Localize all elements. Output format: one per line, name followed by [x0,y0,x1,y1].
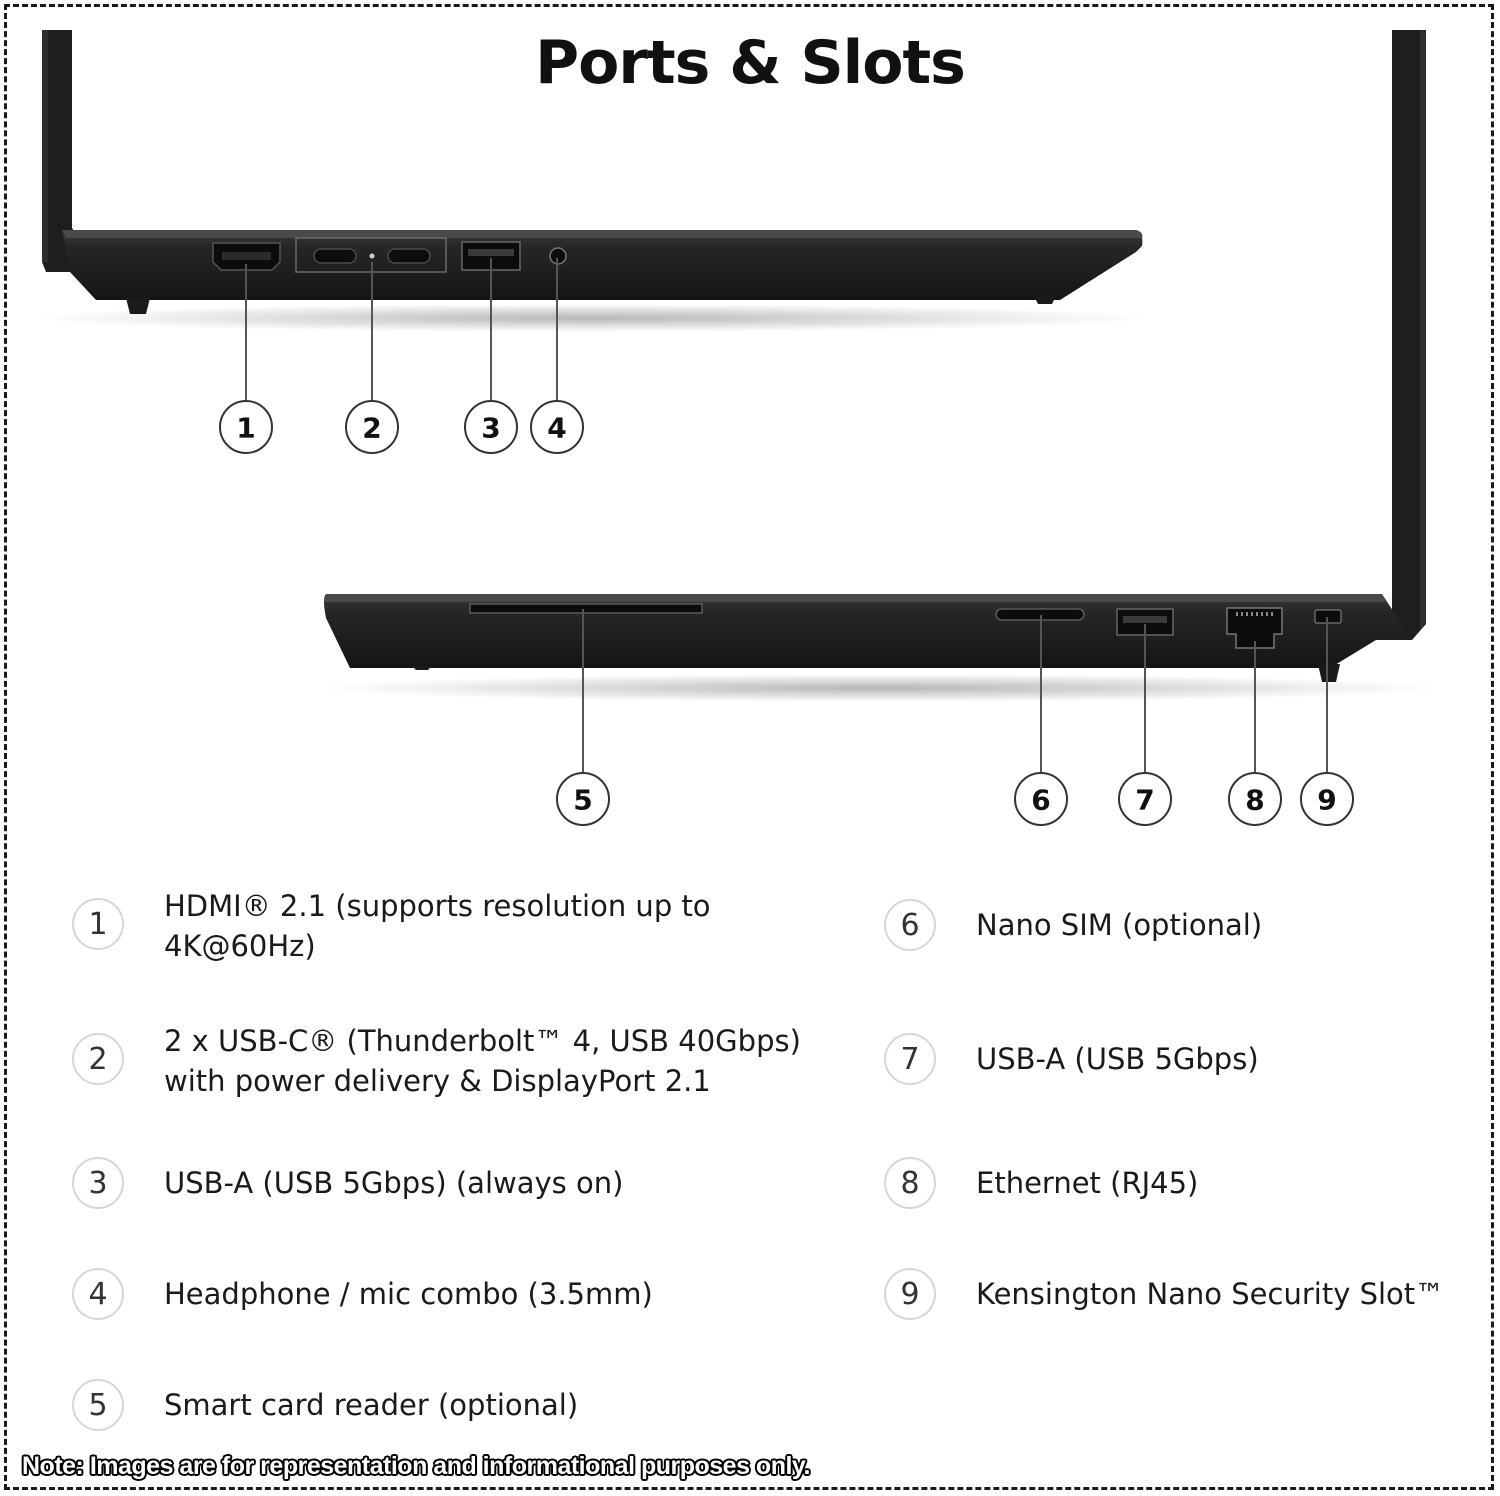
legend-text-8: Ethernet (RJ45) [976,1166,1199,1200]
callout-6-label: 6 [1031,783,1051,817]
callout-9 [1301,773,1353,825]
callout-8-label: 8 [1245,783,1265,817]
legend-number-9: 9 [884,1268,936,1320]
callout-7-label: 7 [1135,783,1155,817]
legend-number-7: 7 [884,1033,936,1085]
legend-text-1: HDMI® 2.1 (supports resolution up to 4K@60Hz) [164,889,711,963]
callout-4 [531,401,583,453]
legend-text-3: USB-A (USB 5Gbps) (always on) [164,1166,624,1200]
legend-number-4: 4 [72,1268,124,1320]
callout-7 [1119,773,1171,825]
callout-9-label: 9 [1317,783,1337,817]
callout-6 [1015,773,1067,825]
legend-number-2: 2 [72,1033,124,1085]
legend-text-2: 2 x USB-C® (Thunderbolt™ 4, USB 40Gbps) with power delivery & DisplayPort 2.1 [164,1024,801,1098]
legend-text-4: Headphone / mic combo (3.5mm) [164,1277,653,1311]
callout-8 [1229,773,1281,825]
laptop-left-side [30,30,1150,332]
legend-text-7: USB-A (USB 5Gbps) [976,1042,1259,1076]
legend-number-3: 3 [72,1157,124,1209]
legend-text-6: Nano SIM (optional) [976,908,1263,942]
legend-number-1: 1 [72,898,124,950]
callout-5 [557,773,609,825]
callout-1-label: 1 [236,411,256,445]
legend-number-6: 6 [884,899,936,951]
callout-3-label: 3 [481,411,501,445]
callout-2-label: 2 [362,411,382,445]
callout-3 [465,401,517,453]
legend-number-8: 8 [884,1157,936,1209]
laptop-right-side [320,30,1440,702]
callout-1 [220,401,272,453]
callout-2 [346,401,398,453]
legend-text-9: Kensington Nano Security Slot™ [976,1277,1445,1311]
callout-4-label: 4 [547,411,567,445]
callout-5-label: 5 [573,783,593,817]
legend-text-5: Smart card reader (optional) [164,1388,579,1422]
disclaimer-note: Note: Images are for representation and informational purposes only. [22,1452,810,1480]
port-smart-card-slot-icon [470,604,702,613]
page-title: Ports & Slots [535,28,965,98]
legend-number-5: 5 [72,1379,124,1431]
